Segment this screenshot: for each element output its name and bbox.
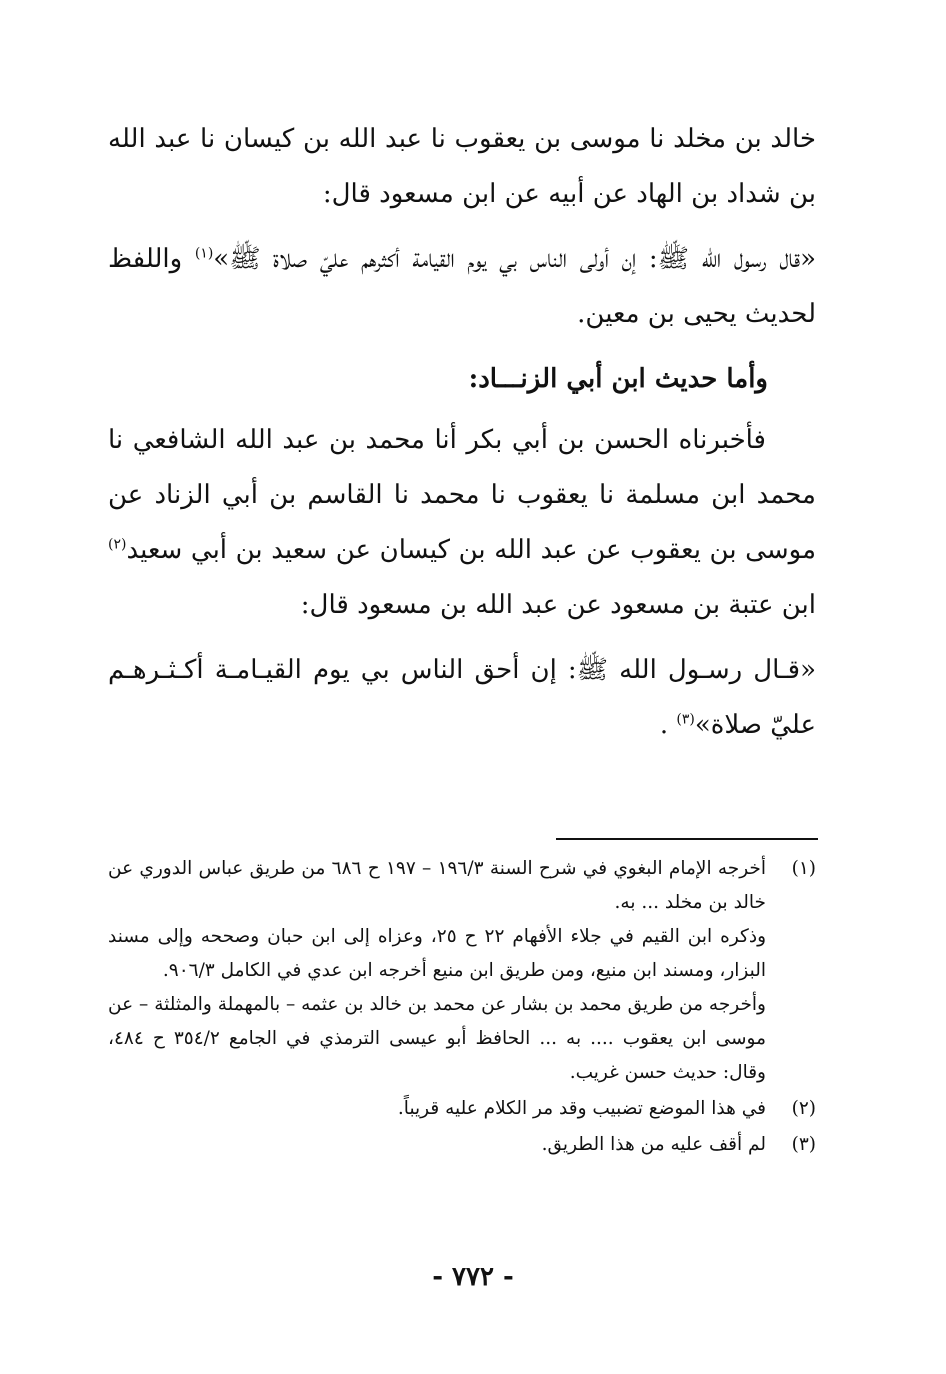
section-heading: وأما حديث ابن أبي الزنـــاد:	[468, 364, 768, 394]
footnote-line: أخرجه الإمام البغوي في شرح السنة ١٩٦/٣ – ١٩٧ ح ٦٨٦ من طريق عباس الدوري عن خالد بن مخلد ... به.	[108, 858, 767, 913]
footnote-number: (٣)	[791, 1134, 816, 1155]
hadith-text-1: «قال رسول الله ﷺ: إن أولى الناس بي يوم القيامة أكثرهم عليّ صلاة ﷺ»	[213, 244, 816, 274]
footnote-ref-1: (١)	[194, 245, 214, 262]
paragraph-isnad-1: خالد بن مخلد نا موسى بن يعقوب نا عبد الله بن كيسان نا عبد الله بن شداد بن الهاد عن أبيه عن ابن مسعود قال:	[108, 124, 816, 209]
page-number: - ٧٧٢ -	[432, 1262, 514, 1292]
hadith-end-2: .	[659, 710, 677, 740]
footnote-number: (٢)	[791, 1098, 816, 1119]
footnote-1	[108, 852, 816, 1090]
paragraph-isnad-2	[108, 413, 816, 633]
main-text	[108, 112, 816, 763]
footnote-line: لم أقف عليه من هذا الطريق.	[541, 1134, 766, 1155]
isnad-text-2b: ابن عتبة بن مسعود عن عبد الله بن مسعود قال:	[300, 590, 816, 620]
isnad-text-2a: فأخبرناه الحسن بن أبي بكر أنا محمد بن عبد الله الشافعي نا محمد ابن مسلمة نا يعقوب نا محمد نا القاسم بن أبي الزناد عن موسى بن يعقوب عن عبد الله بن كيسان عن سعيد بن أبي سعيد	[108, 425, 816, 565]
footnote-3	[108, 1128, 816, 1162]
paragraph-hadith-2	[108, 643, 816, 753]
footnote-separator	[556, 838, 818, 840]
hadith-text-2: «قـال رسـول الله ﷺ: إن أحق الناس بي يوم القيـامـة أكـثـرهـم عليّ صلاة»	[108, 655, 816, 740]
footnote-ref-3: (٣)	[676, 711, 695, 728]
footnote-body	[108, 1128, 766, 1162]
footnote-ref-2: (٢)	[108, 536, 127, 553]
footnote-body	[108, 1092, 766, 1126]
footnote-body	[108, 852, 766, 1090]
footnote-2	[108, 1092, 816, 1126]
hadith-note-1: واللفظ لحديث يحيى بن معين.	[108, 244, 816, 329]
footnote-line: وأخرجه من طريق محمد بن بشار عن محمد بن خالد بن عثمه – بالمهملة والمثلثة – عن موسى ابن يعقوب .... به ... الحافظ أبو عيسى الترمذي في الجامع ٣٥٤/٢ ح ٤٨٤، وقال: حديث حسن غريب.	[108, 994, 767, 1083]
footnote-number: (١)	[791, 858, 816, 879]
footnote-line: وذكره ابن القيم في جلاء الأفهام ٢٢ ح ٢٥، وعزاه إلى ابن حبان وصححه وإلى مسند البزار، ومسند ابن منيع، ومن طريق ابن منيع أخرجه ابن عدي في الكامل ٩٠٦/٣.	[108, 926, 767, 981]
footnote-line: في هذا الموضع تضبيب وقد مر الكلام عليه قريباً.	[397, 1098, 766, 1119]
paragraph-hadith-1	[108, 232, 816, 342]
footnotes	[108, 852, 816, 1164]
